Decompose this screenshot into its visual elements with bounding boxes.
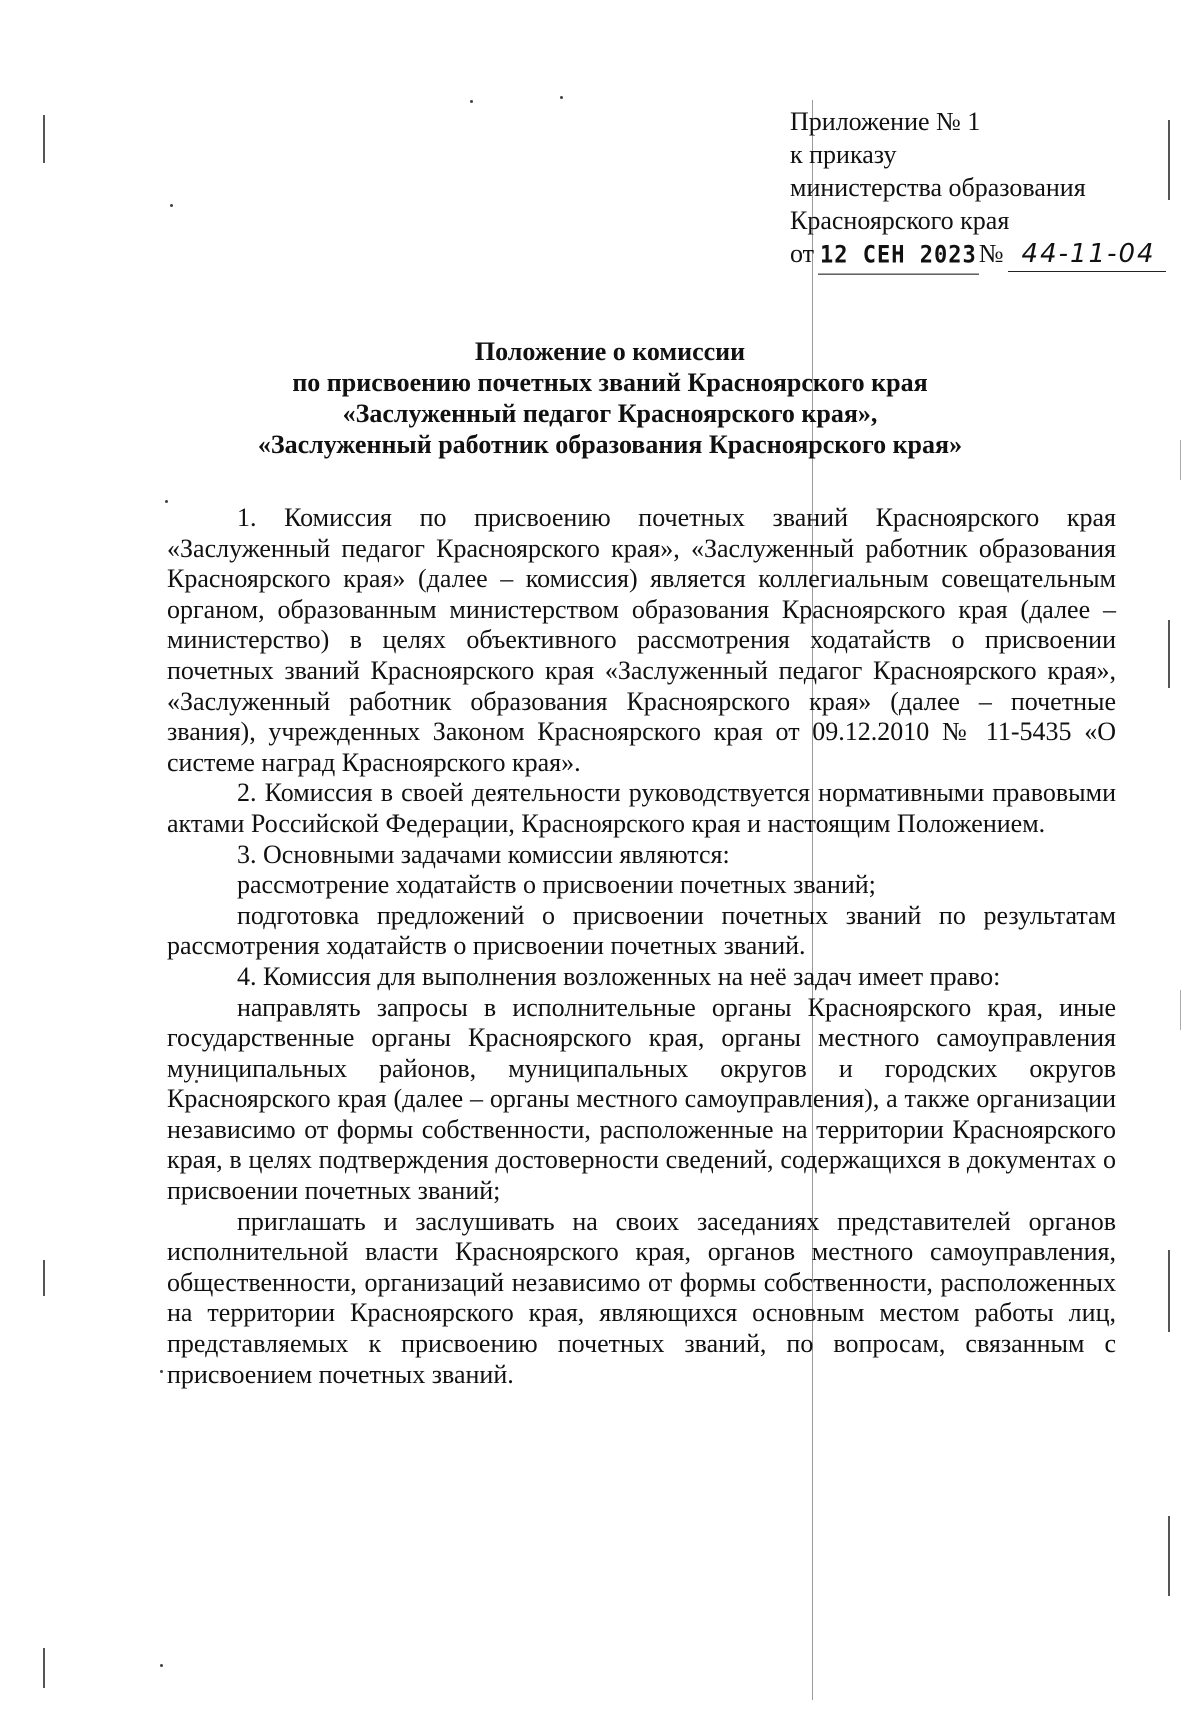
- scan-speck: [160, 1370, 163, 1373]
- scan-edge-mark: [1168, 1250, 1170, 1332]
- title-line: «Заслуженный работник образования Красноярского края»: [257, 430, 963, 459]
- scan-edge-mark: [1168, 620, 1170, 688]
- scan-speck: [470, 100, 473, 103]
- scan-edge-mark: [43, 1260, 45, 1296]
- scan-edge-mark: [1180, 440, 1181, 480]
- title-line: «Заслуженный педагог Красноярского края»,: [342, 399, 878, 428]
- appendix-number: Приложение № 1: [790, 107, 981, 136]
- number-prefix: №: [978, 239, 1004, 268]
- appendix-order-ref: к приказу: [790, 140, 897, 169]
- scan-edge-mark: [1168, 1516, 1170, 1596]
- scan-speck: [560, 96, 563, 99]
- title-line: по присвоению почетных званий Красноярского края: [292, 368, 928, 397]
- paragraph-3: 3. Основными задачами комиссии являются:: [237, 839, 730, 869]
- appendix-date-line: [790, 237, 1170, 273]
- paragraph-4-item-2: приглашать и заслушивать на своих заседаниях представителей органов исполнительной власти Красноярского края, органов местного самоуправления, общественности, организаций независимо от формы собственности, расположенных на территории Красноярского края, являющихся основным местом работы лиц, представляемых к присвоению почетных званий, по вопросам, связанным с присвоением почетных званий.: [167, 1206, 1116, 1389]
- paragraph-1: 1. Комиссия по присвоению почетных званий Красноярского края «Заслуженный педагог Красноярского края», «Заслуженный работник образования Красноярского края» (далее – комиссия) является коллегиальным совещательным органом, образованным министерством образования Красноярского края (далее – министерство) в целях объективного рассмотрения ходатайств о присвоении почетных званий Красноярского края «Заслуженный педагог Красноярского края», «Заслуженный работник образования Красноярского края» (далее – почетные звания), учрежденных Законом Красноярского края от 09.12.2010 № 11-5435 «О системе наград Красноярского края».: [167, 503, 1116, 777]
- date-prefix: от: [790, 239, 815, 268]
- document-title: [160, 336, 1060, 460]
- document-body: [167, 503, 1116, 1390]
- appendix-ministry: министерства образования: [790, 173, 1086, 202]
- paragraph-2: 2. Комиссия в своей деятельности руководствуется нормативными правовыми актами Российской Федерации, Красноярского края и настоящим Положением.: [167, 778, 1116, 838]
- paragraph-4-item-1: направлять запросы в исполнительные органы Красноярского края, иные государственные органы Красноярского края, органы местного самоуправления муниципальных районов, муниципальных округов и городских округов Красноярского края (далее – органы местного самоуправления), а также организации независимо от формы собственности, расположенные на территории Красноярского края, в целях подтверждения достоверности сведений, содержащихся в документах о присвоении почетных званий;: [167, 992, 1116, 1206]
- scan-speck: [170, 204, 173, 207]
- scan-speck: [160, 1664, 163, 1667]
- paragraph-3-item-1: рассмотрение ходатайств о присвоении почетных званий;: [237, 870, 876, 900]
- appendix-region: Красноярского края: [790, 206, 1010, 235]
- paragraph-4: 4. Комиссия для выполнения возложенных на неё задач имеет право:: [237, 961, 1001, 991]
- appendix-header: [790, 105, 1170, 273]
- date-stamp: 12 СЕН 2023: [818, 237, 979, 274]
- title-line: Положение о комиссии: [474, 337, 746, 366]
- paragraph-3-item-2: подготовка предложений о присвоении почетных званий по результатам рассмотрения ходатайств о присвоении почетных званий.: [167, 900, 1116, 961]
- scan-edge-mark: [1180, 990, 1181, 1030]
- order-number-handwritten: 44-11-04: [1008, 238, 1166, 272]
- scan-edge-mark: [43, 115, 45, 163]
- scan-edge-mark: [43, 1648, 45, 1688]
